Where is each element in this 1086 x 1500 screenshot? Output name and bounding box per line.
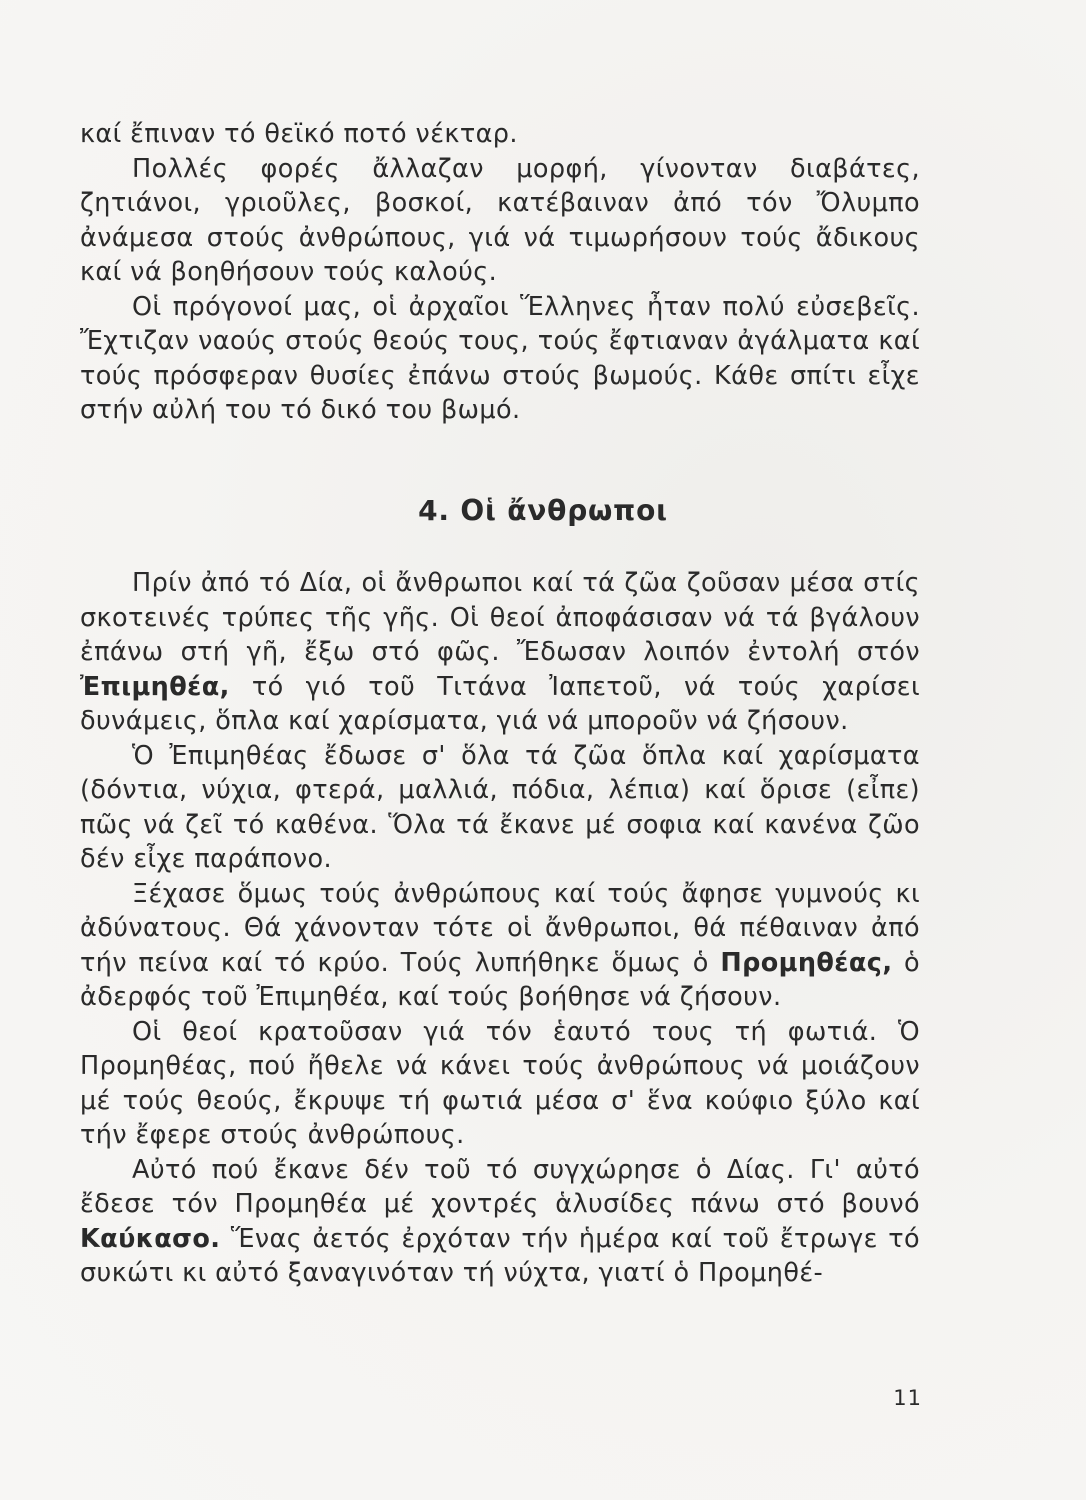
paragraph: Οἱ πρόγονοί μας, οἱ ἀρχαῖοι Ἕλληνες ἦταν πολύ εὐσεβεῖς. Ἔχτιζαν ναούς στούς θεούς τους, τούς ἔφτιαναν ἀγάλματα καί τούς πρόσφεραν θυσίες ἐπάνω στούς βωμούς. Κάθε σπίτι εἶχε στήν αὐλή του τό δικό του βωμό. [80, 291, 920, 425]
paragraph [80, 566, 920, 739]
paragraph [80, 877, 920, 1015]
paragraph [80, 1153, 920, 1291]
paragraph: Οἱ θεοί κρατοῦσαν γιά τόν ἑαυτό τους τή φωτιά. Ὁ Προμηθέας, πού ἤθελε νά κάνει τούς ἀνθρώπους νά μοιάζουν μέ τούς θεούς, ἔκρυψε τή φωτιά μέσα σ' ἕνα κούφιο ξύλο καί τήν ἔφερε στούς ἀνθρώπους. [80, 1016, 920, 1150]
section-heading: 4. Οἱ ἄνθρωποι [418, 494, 668, 527]
bottom-text-block [80, 566, 920, 1291]
paragraph-text: Πρίν ἀπό τό Δία, οἱ ἄνθρωποι καί τά ζῶα ζοῦσαν μέσα στίς σκοτεινές τρύπες τῆς γῆς. Οἱ θεοί ἀποφάσισαν νά τά βγάλουν ἐπάνω στή γῆ, ἔξω στό φῶς. Ἔδωσαν λοιπόν ἐντολή στόν [80, 568, 920, 667]
bold-name-prometheus: Προμηθέας, [720, 947, 893, 978]
paragraph-text: τό γιό τοῦ Τιτάνα Ἰαπετοῦ, νά τούς χαρίσει δυνάμεις, ὅπλα καί χαρίσματα, γιά νά μποροῦν νά ζήσουν. [80, 671, 920, 736]
paragraph: Πολλές φορές ἄλλαζαν μορφή, γίνονταν διαβάτες, ζητιάνοι, γριοῦλες, βοσκοί, κατέβαιναν ἀπό τόν Ὄλυμπο ἀνάμεσα στούς ἀνθρώπους, γιά νά τιμωρήσουν τούς ἄδικους καί νά βοηθήσουν τούς καλούς. [80, 153, 920, 287]
paragraph-text: Ξέχασε ὅμως τούς ἀνθρώπους καί τούς ἄφησε γυμνούς κι ἀδύνατους. Θά χάνονταν τότε οἱ ἄνθρωποι, θά πέθαιναν ἀπό τήν πείνα καί τό κρύο. Τούς λυπήθηκε ὅμως ὁ [80, 878, 920, 978]
paragraph: καί ἔπιναν τό θεϊκό ποτό νέκταρ. [80, 119, 518, 149]
paragraph-text: Ἕνας ἀετός ἐρχόταν τήν ἡμέρα καί τοῦ ἔτρωγε τό συκώτι κι αὐτό ξαναγινόταν τή νύχτα, γιατί ὁ Προμηθέ- [80, 1223, 920, 1288]
page-number: 11 [893, 1386, 922, 1410]
paragraph-text: ὁ ἀδερφός τοῦ Ἐπιμηθέα, καί τούς βοήθησε νά ζήσουν. [80, 947, 920, 1012]
paragraph: Ὁ Ἐπιμηθέας ἔδωσε σ' ὅλα τά ζῶα ὅπλα καί χαρίσματα (δόντια, νύχια, φτερά, μαλλιά, πόδια, λέπια) καί ὅρισε (εἶπε) πῶς νά ζεῖ τό καθένα. Ὅλα τά ἔκανε μέ σοφια καί κανένα ζῶο δέν εἶχε παράπονο. [80, 740, 920, 874]
bold-name-epimetheus: Ἐπιμηθέα, [80, 671, 230, 702]
bold-name-caucasus: Καύκασο. [80, 1223, 221, 1254]
paragraph-text: Αὐτό πού ἔκανε δέν τοῦ τό συγχώρησε ὁ Δίας. Γι' αὐτό ἔδεσε τόν Προμηθέα μέ χοντρές ἁλυσίδες πάνω στό βουνό [80, 1154, 920, 1219]
top-text-block [80, 117, 920, 428]
